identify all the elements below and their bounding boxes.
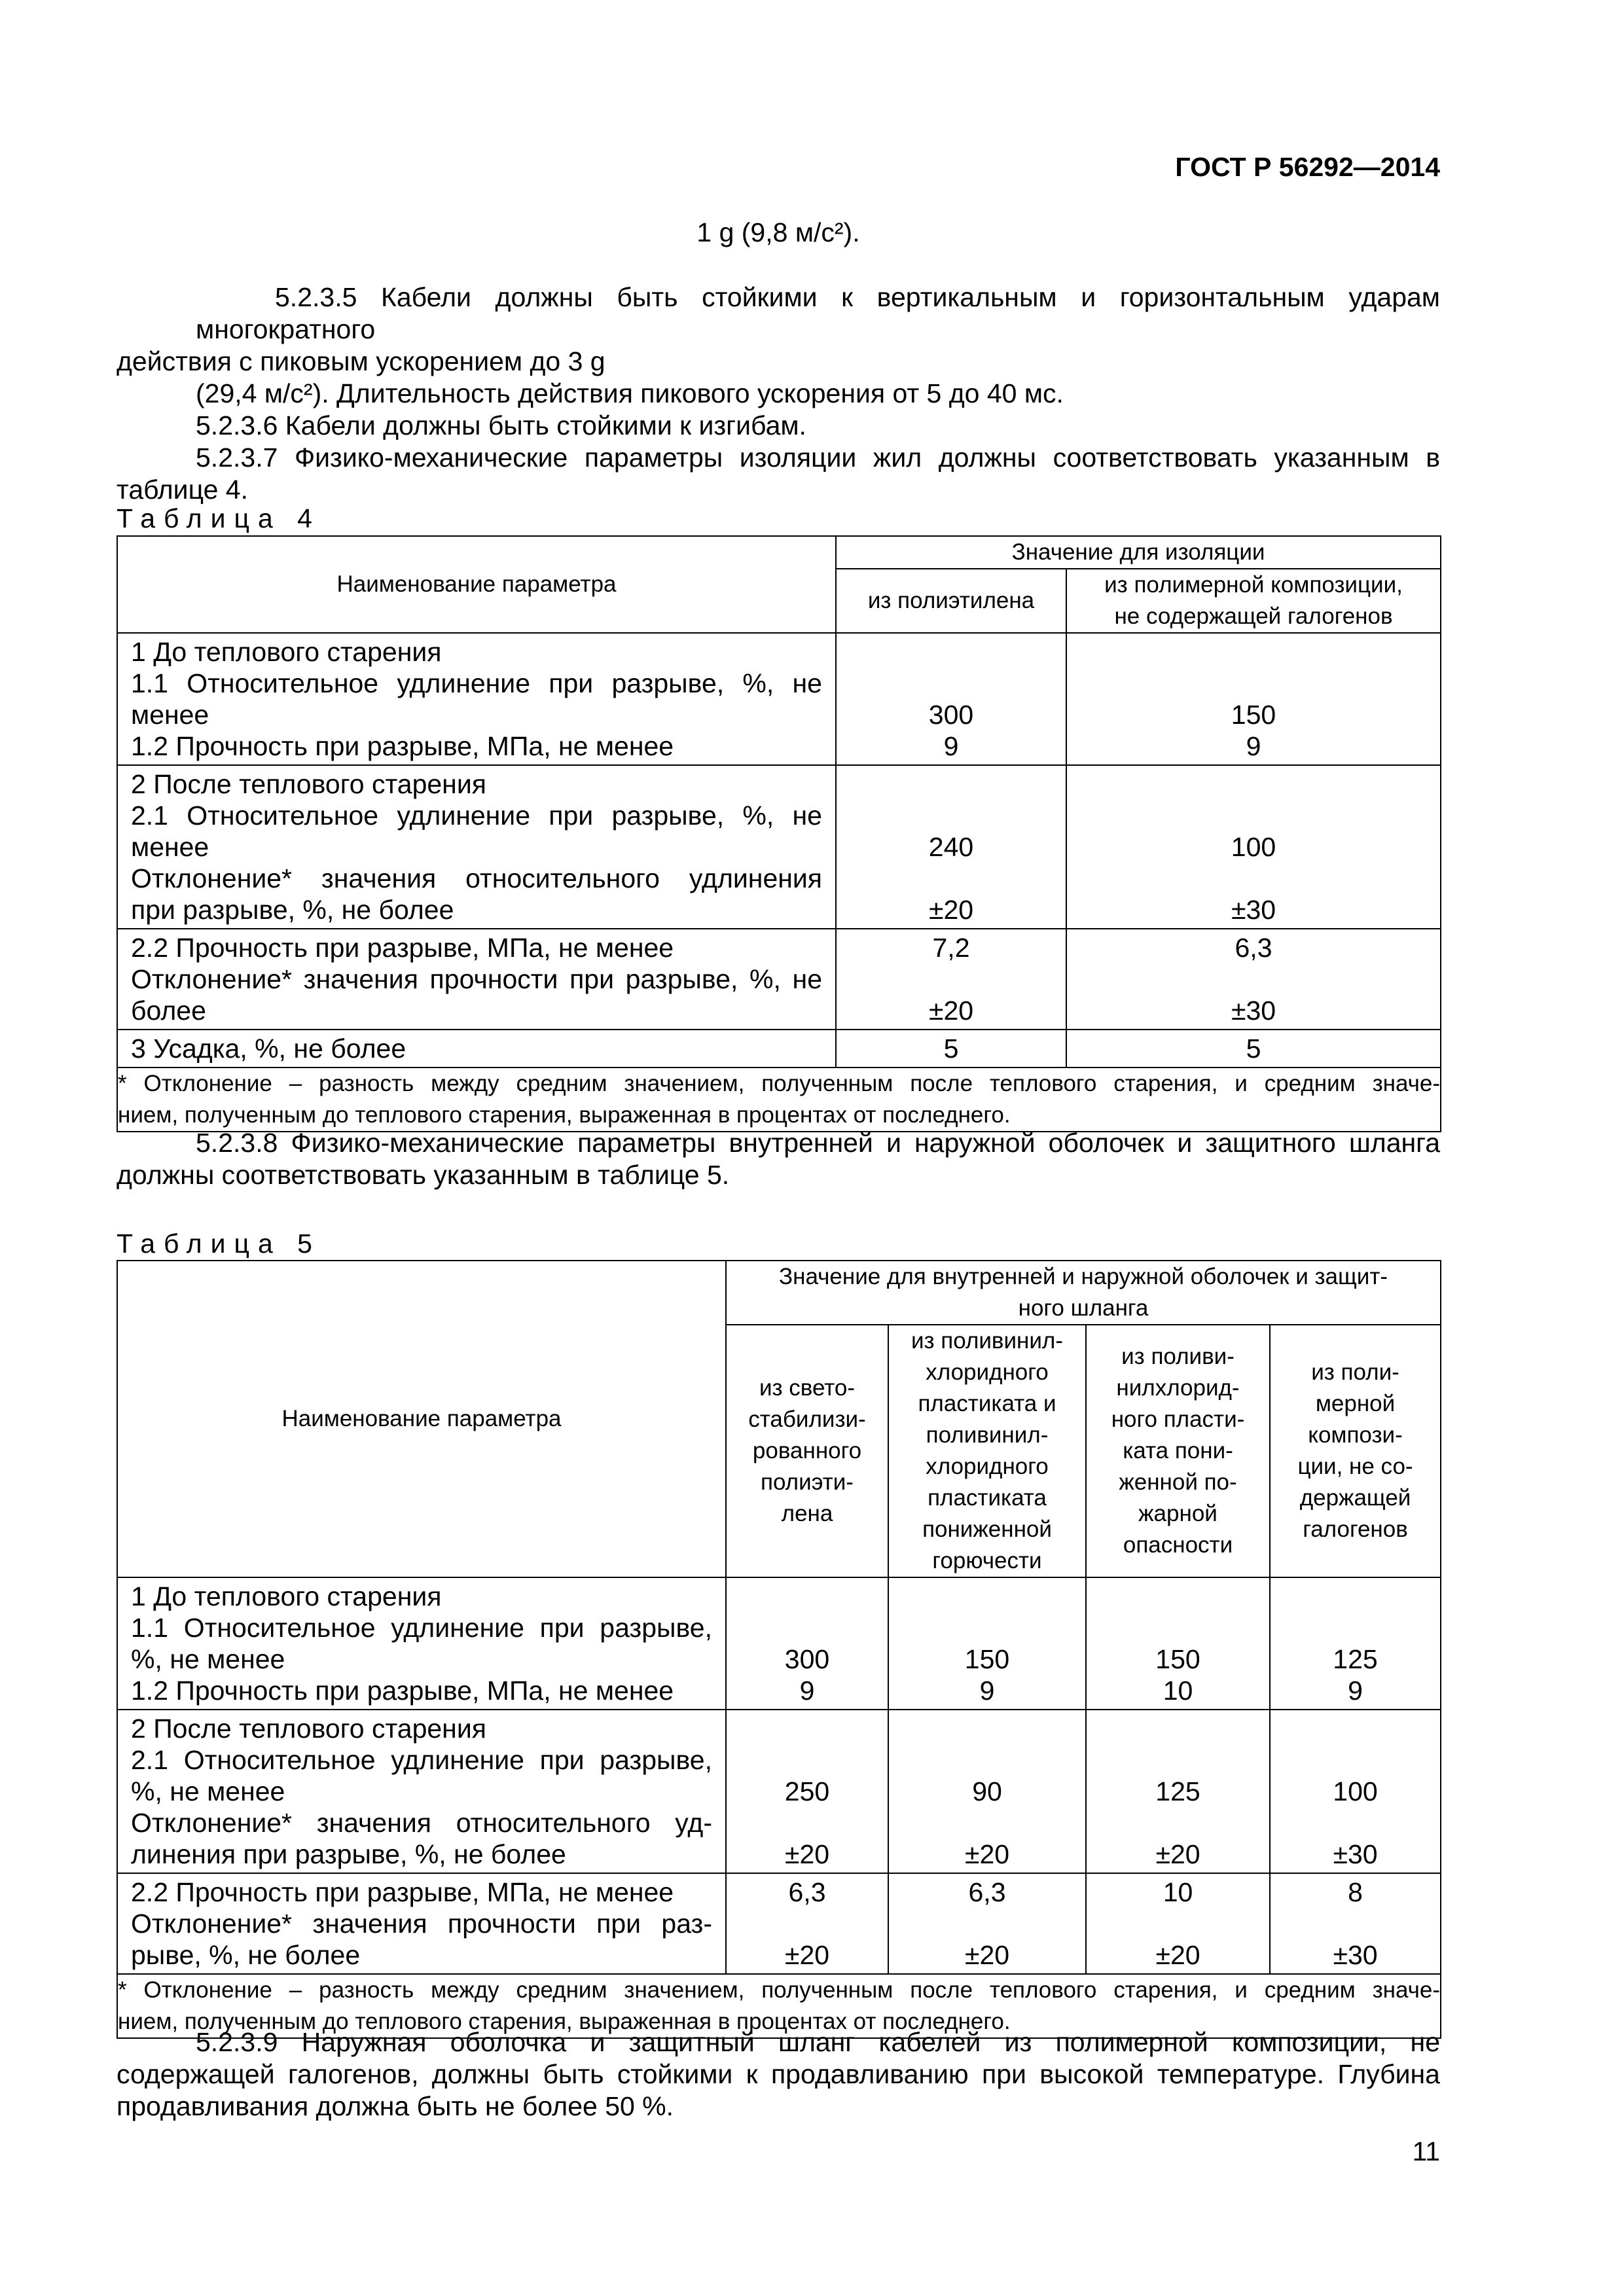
header-line: ката пони- xyxy=(1123,1438,1233,1463)
table-row xyxy=(117,1577,1441,1710)
param-line: 1.1 Относительное удлинение при разрыве, xyxy=(131,1613,712,1643)
param-line: Отклонение* значения прочности при разрыве, %, не xyxy=(131,964,822,994)
header-line: хлоридного xyxy=(926,1359,1049,1385)
table4-col-halogen-free-line1: из полимерной композиции, xyxy=(1104,572,1403,598)
value: ±20 xyxy=(964,1839,1010,1869)
value: ±20 xyxy=(784,1940,830,1970)
table5-param-header: Наименование параметра xyxy=(117,1261,726,1577)
header-line: женной по- xyxy=(1119,1469,1237,1495)
table5-row1-col3 xyxy=(1086,1577,1270,1710)
param-line: Отклонение* значения прочности при раз- xyxy=(131,1909,712,1939)
value: 9 xyxy=(979,1676,995,1706)
header-line: пониженной xyxy=(922,1516,1052,1542)
clause-5-2-3-5-line1: 5.2.3.5 Кабели должны быть стойкими к вертикальным и горизонтальным ударам многократного xyxy=(196,282,1440,344)
table4-row1-param xyxy=(117,633,836,765)
value: 100 xyxy=(1333,1776,1378,1806)
table4-caption: Таблица 4 xyxy=(117,503,321,533)
table4-row3-col1 xyxy=(836,929,1066,1030)
table5-row2-col1 xyxy=(726,1710,888,1873)
spacer xyxy=(1271,1908,1440,1939)
param-line: 3 Усадка, %, не более xyxy=(131,1033,406,1064)
spacer xyxy=(837,863,1066,894)
table5-row2-col2 xyxy=(888,1710,1086,1873)
param-line: 2 После теплового старения xyxy=(131,1713,486,1744)
formula-line: 1 g (9,8 м/с²). xyxy=(696,217,860,247)
header-line: опасности xyxy=(1123,1532,1233,1558)
table5-row1-col2 xyxy=(888,1577,1086,1710)
spacer xyxy=(1067,863,1440,894)
value: 300 xyxy=(928,700,974,730)
param-line: 1 До теплового старения xyxy=(131,637,442,667)
table4-row1-col2 xyxy=(1066,633,1441,765)
table5-col-pvc-fire-hazard xyxy=(1086,1325,1270,1577)
header-line: лена xyxy=(781,1501,833,1526)
value: 125 xyxy=(1333,1644,1378,1674)
value: 150 xyxy=(964,1644,1010,1674)
clause-5-2-3-8-text: 5.2.3.8 Физико-механические параметры внутренней и наружной оболочек и защитного шланга должны соответствовать указанным в таблице 5. xyxy=(117,1128,1440,1190)
table4-row4-col2 xyxy=(1066,1030,1441,1067)
param-line: 1 До теплового старения xyxy=(131,1581,442,1611)
param-line: 1.2 Прочность при разрыве, МПа, не менее xyxy=(131,731,674,761)
table5-col-light-stabilized-pe xyxy=(726,1325,888,1577)
value: 7,2 xyxy=(932,933,970,963)
value: 8 xyxy=(1348,1877,1363,1907)
group-header-line: ного шланга xyxy=(1018,1295,1149,1321)
value: 5 xyxy=(943,1033,959,1064)
param-line: 2.1 Относительное удлинение при разрыве, %, не xyxy=(131,800,822,831)
table5-col-halogen-free xyxy=(1270,1325,1441,1577)
header-line: пластиката xyxy=(928,1485,1047,1511)
table5-row2-col3 xyxy=(1086,1710,1270,1873)
value: ±30 xyxy=(1231,895,1276,925)
param-line: менее xyxy=(131,700,209,730)
header-line: из поли- xyxy=(1311,1359,1399,1385)
param-line: Отклонение* значения относительного удлинения xyxy=(131,863,822,893)
value: 150 xyxy=(1231,700,1276,730)
table4-row1-col1 xyxy=(836,633,1066,765)
value: 6,3 xyxy=(968,1877,1006,1907)
value: 90 xyxy=(972,1776,1002,1806)
spacer xyxy=(837,963,1066,995)
value: ±20 xyxy=(928,895,974,925)
header-line: жарной xyxy=(1138,1501,1218,1526)
table-row xyxy=(117,1873,1441,1974)
table5 xyxy=(117,1260,1441,2039)
clause-5-2-3-5 xyxy=(117,281,1440,506)
header-line: из поливинил- xyxy=(911,1328,1064,1354)
table-row xyxy=(117,1710,1441,1873)
value: 125 xyxy=(1155,1776,1200,1806)
table4-col-halogen-free-line2: не содержащей галогенов xyxy=(1114,603,1393,629)
table5-row1-col1 xyxy=(726,1577,888,1710)
table4-row3-param xyxy=(117,929,836,1030)
document-code-header: ГОСТ Р 56292—2014 xyxy=(1175,152,1440,182)
value: ±30 xyxy=(1231,996,1276,1026)
value: 9 xyxy=(943,731,959,761)
value: 9 xyxy=(799,1676,815,1706)
param-line: при разрыве, %, не более xyxy=(131,895,454,925)
table4-param-header: Наименование параметра xyxy=(117,536,836,633)
table4-footnote-row xyxy=(117,1067,1441,1132)
value: 6,3 xyxy=(1235,933,1272,963)
header-line: держащей xyxy=(1299,1485,1411,1511)
header-line: хлоридного xyxy=(926,1454,1049,1479)
table4-row4-col1 xyxy=(836,1030,1066,1067)
clause-5-2-3-5-line3: (29,4 м/с²). Длительность действия пикового ускорения от 5 до 40 мс. xyxy=(196,378,1064,408)
value: 9 xyxy=(1246,731,1261,761)
table4-row2-col2 xyxy=(1066,765,1441,929)
table4-row2-col1 xyxy=(836,765,1066,929)
footnote-line: * Отклонение – разность между средним значением, полученным после теплового старения, и средним значе- xyxy=(118,1071,1441,1096)
table-row xyxy=(117,765,1441,929)
header-line: из свето- xyxy=(759,1375,856,1401)
table4-col-polyethylene: из полиэтилена xyxy=(836,569,1066,633)
table4 xyxy=(117,535,1441,1132)
table4-col-halogen-free xyxy=(1066,569,1441,633)
table4-group-header: Значение для изоляции xyxy=(836,536,1441,569)
param-line: %, не менее xyxy=(131,1644,285,1674)
value: 240 xyxy=(928,832,974,862)
table5-caption: Таблица 5 xyxy=(117,1229,321,1259)
table-row xyxy=(117,1030,1441,1067)
table4-row4-param xyxy=(117,1030,836,1067)
page-number: 11 xyxy=(1412,2136,1440,2166)
table-row xyxy=(117,929,1441,1030)
table5-row1-param xyxy=(117,1577,726,1710)
header-line: галогенов xyxy=(1303,1516,1408,1542)
table5-row1-col4 xyxy=(1270,1577,1441,1710)
param-line: 1.2 Прочность при разрыве, МПа, не менее xyxy=(131,1676,674,1706)
param-line: рыве, %, не более xyxy=(131,1940,361,1970)
table5-row3-col2 xyxy=(888,1873,1086,1974)
clause-5-2-3-9-text: 5.2.3.9 Наружная оболочка и защитный шланг кабелей из полимерной композиции, не содержащей галогенов, должны быть стойкими к продавливанию при высокой температуре. Глубина продавливания должна быть не более 50 %. xyxy=(117,2027,1440,2121)
value: ±20 xyxy=(928,996,974,1026)
header-line: мерной xyxy=(1315,1391,1396,1416)
header-line: пластиката и xyxy=(918,1391,1056,1416)
param-line: более xyxy=(131,996,206,1026)
table-row xyxy=(117,633,1441,765)
value: ±30 xyxy=(1333,1839,1378,1869)
param-line: 2.2 Прочность при разрыве, МПа, не менее xyxy=(131,1877,674,1907)
clause-5-2-3-8 xyxy=(117,1127,1440,1191)
header-line: ного пласти- xyxy=(1111,1407,1245,1432)
spacer xyxy=(889,1908,1085,1939)
table5-row3-col1 xyxy=(726,1873,888,1974)
param-line: 2 После теплового старения xyxy=(131,769,486,799)
clause-5-2-3-7: 5.2.3.7 Физико-механические параметры изоляции жил должны соответствовать указанным в таблице 4. xyxy=(117,442,1440,505)
value: 100 xyxy=(1231,832,1276,862)
footnote-line: нием, полученным до теплового старения, выраженная в процентах от последнего. xyxy=(118,1102,1011,1128)
footnote-line: нием, полученным до теплового старения, выраженная в процентах от последнего. xyxy=(118,2009,1011,2034)
table4-footnote xyxy=(117,1067,1441,1132)
value: 150 xyxy=(1155,1644,1200,1674)
spacer xyxy=(1087,1807,1269,1839)
value: 5 xyxy=(1246,1033,1261,1064)
value: 6,3 xyxy=(788,1877,826,1907)
header-line: стабилизи- xyxy=(748,1407,866,1432)
clause-5-2-3-6: 5.2.3.6 Кабели должны быть стойкими к изгибам. xyxy=(196,410,806,440)
param-line: 1.1 Относительное удлинение при разрыве, %, не xyxy=(131,668,822,698)
param-line: линения при разрыве, %, не более xyxy=(131,1839,566,1869)
header-line: рованного xyxy=(752,1438,862,1463)
table5-group-header xyxy=(726,1261,1441,1325)
table5-row3-param xyxy=(117,1873,726,1974)
value: ±20 xyxy=(1155,1839,1200,1869)
spacer xyxy=(727,1908,888,1939)
value: 9 xyxy=(1348,1676,1363,1706)
param-line: менее xyxy=(131,832,209,862)
table4-row2-param xyxy=(117,765,836,929)
param-line: 2.1 Относительное удлинение при разрыве, xyxy=(131,1745,712,1775)
value: 10 xyxy=(1163,1877,1193,1907)
header-line: ции, не со- xyxy=(1297,1454,1413,1479)
table5-row2-param xyxy=(117,1710,726,1873)
value: 300 xyxy=(784,1644,830,1674)
spacer xyxy=(1087,1908,1269,1939)
table5-col-pvc xyxy=(888,1325,1086,1577)
footnote-line: * Отклонение – разность между средним значением, полученным после теплового старения, и средним значе- xyxy=(118,1977,1441,2003)
header-line: поливинил- xyxy=(926,1422,1049,1448)
value: 250 xyxy=(784,1776,830,1806)
group-header-line: Значение для внутренней и наружной оболочек и защит- xyxy=(779,1264,1388,1289)
table4-row3-col2 xyxy=(1066,929,1441,1030)
param-line: Отклонение* значения относительного уд- xyxy=(131,1808,712,1838)
header-line: полиэти- xyxy=(761,1469,854,1495)
spacer xyxy=(1271,1807,1440,1839)
spacer xyxy=(889,1807,1085,1839)
param-line: 2.2 Прочность при разрыве, МПа, не менее xyxy=(131,933,674,963)
table5-row3-col3 xyxy=(1086,1873,1270,1974)
value: ±20 xyxy=(784,1839,830,1869)
spacer xyxy=(1067,963,1440,995)
header-line: из поливи- xyxy=(1121,1344,1235,1369)
table5-row3-col4 xyxy=(1270,1873,1441,1974)
table5-row2-col4 xyxy=(1270,1710,1441,1873)
value: 10 xyxy=(1163,1676,1193,1706)
header-line: компози- xyxy=(1308,1422,1403,1448)
clause-5-2-3-5-line2: действия с пиковым ускорением до 3 g xyxy=(117,346,605,376)
value: ±20 xyxy=(964,1940,1010,1970)
param-line: %, не менее xyxy=(131,1776,285,1806)
value: ±30 xyxy=(1333,1940,1378,1970)
clause-5-2-3-9 xyxy=(117,2026,1440,2123)
spacer xyxy=(727,1807,888,1839)
header-line: нилхлорид- xyxy=(1116,1375,1240,1401)
value: ±20 xyxy=(1155,1940,1200,1970)
header-line: горючести xyxy=(932,1548,1042,1573)
